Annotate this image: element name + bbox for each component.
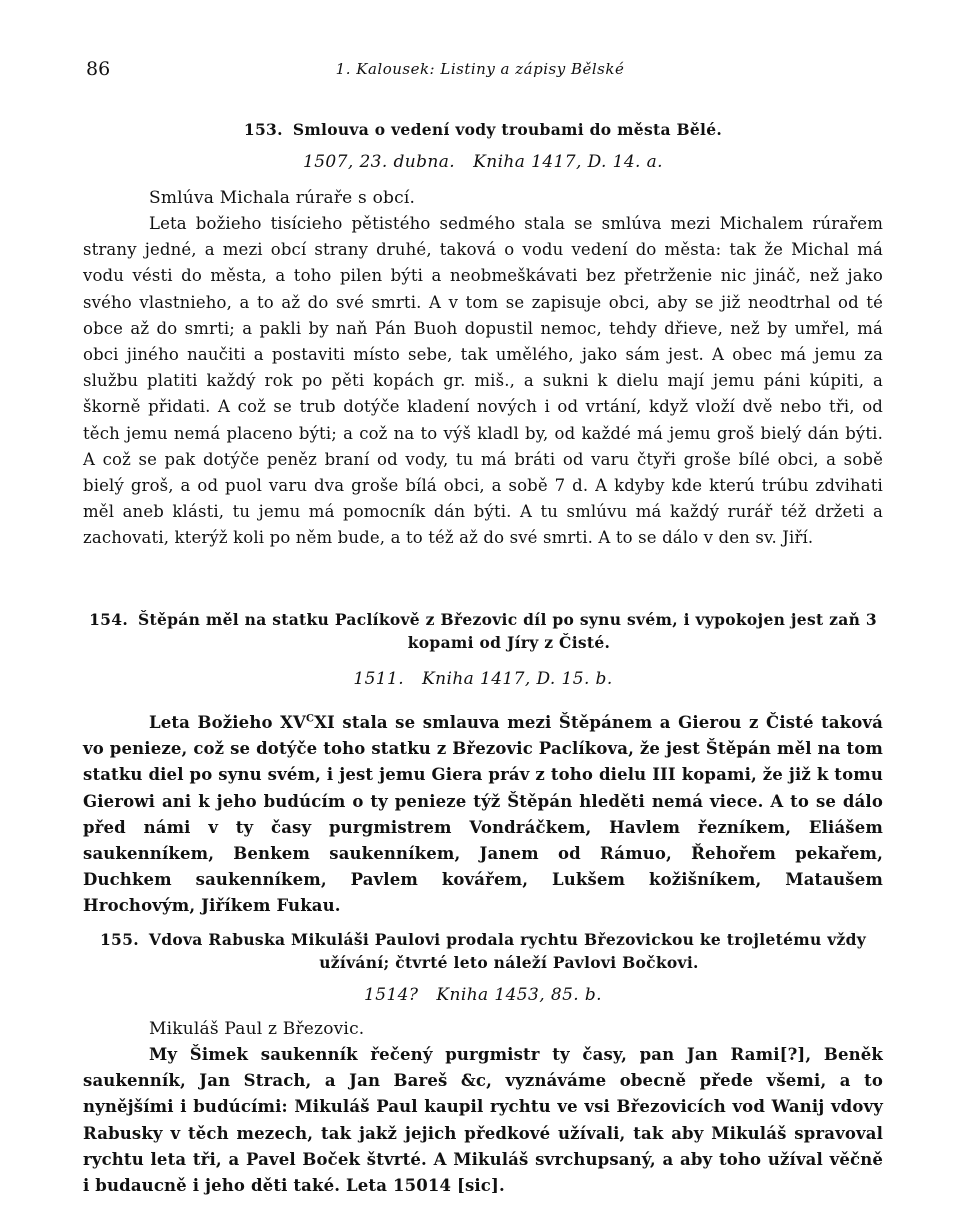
entry-154: [83, 608, 883, 920]
entry-number: 155.: [99, 930, 139, 949]
entry-date: 1514?: [364, 985, 419, 1005]
entry-date-line: [83, 982, 883, 1008]
running-head: 1. Kalousek: Listiny a zápisy Bělské: [335, 60, 625, 78]
entry-date: 1511.: [353, 669, 405, 689]
entry-opening: Mikuláš Paul z Březovic.: [149, 1019, 365, 1039]
entry-body: My Šimek saukenník řečený purgmistr ty časy, pan Jan Rami[?], Beněk saukenník, Jan Strach, a Jan Bareš &c, vyznáváme obecně přede všemi, a to nynějšími i budúcími: Mikuláš Paul kaupil rychtu ve vsi Březovicích vod Wanij vdovy Rabusky v těch mezech, tak jakž jejich předkové užívali, tak aby Mikuláš spravoval rychtu leta tři, a Pavel Boček štvrté. A Mikuláš svrchupsaný, a aby toho užíval věčně i budaucně i jeho děti také. Leta 15014 [sic].: [83, 1045, 883, 1196]
entry-date-line: [83, 666, 883, 692]
entry-title: [83, 928, 883, 974]
entry-body-start: Leta Božieho XV: [149, 713, 306, 732]
entry-title-text: Smlouva o vedení vody troubami do města Bělé.: [292, 120, 723, 139]
entry-source: Kniha 1417, D. 15. b.: [422, 669, 613, 689]
entry-number: 153.: [243, 120, 283, 139]
entry-153: [83, 118, 883, 552]
entry-opening: Smlúva Michala rúraře s obcí.: [149, 188, 416, 208]
entry-title-text: Vdova Rabuska Mikuláši Paulovi prodala rychtu Březovickou ke trojletému vždy užívání; čtvrté leto náleží Pavlovi Bočkovi.: [148, 930, 867, 972]
entry-date: 1507, 23. dubna.: [303, 152, 456, 172]
entry-number: 154.: [89, 610, 129, 629]
entry-title: [83, 118, 883, 141]
entry-body: Leta božieho tisícieho pětistého sedmého stala se smlúva mezi Michalem rúrařem strany jedné, a mezi obcí strany druhé, taková o vodu vedení do města: tak že Michal má vodu vésti do města, a toho pilen býti a neobmeškávati bez přetrženie nic jináč, než jako svého vlastnieho, a to až do své smrti. A v tom se zapisuje obci, aby se již neodtrhal od té obce až do smrti; a pakli by naň Pán Buoh dopustil nemoc, tehdy dřieve, než by umřel, má obci jiného naučiti a postaviti místo sebe, tak umělého, jako sám jest. A obec má jemu za službu platiti každý rok po pěti kopách gr. miš., a sukni k dielu mají jemu páni kúpiti, a škorně přidati. A což se trub dotýče kladení nových i od vrtání, když vloží dvě nebo tři, od těch jemu nemá placeno býti; a což na to výš kladl by, od každé má jemu groš bielý dán býti. A což se pak dotýče peněz braní od vody, tu má bráti od varu čtyři groše bílé obci, a sobě bielý groš, a od puol varu dva groše bílá obci, a sobě 7 d. A kdyby kde kterú trúbu zdvihati měl aneb klásti, tu jemu má pomocník dán býti. A tu smlúvu má každý rurář též držeti a zachovati, kterýž koli po něm bude, a to též až do své smrti. A to se dálo v den sv. Jiří.: [83, 214, 883, 548]
entry-source: Kniha 1417, D. 14. a.: [473, 152, 663, 172]
entry-title-text: Štěpán měl na statku Paclíkově z Březovic díl po synu svém, i vypokojen jest zaň 3 kopami od Jíry z Čisté.: [138, 610, 877, 652]
page-number: 86: [86, 58, 111, 80]
entry-source: Kniha 1453, 85. b.: [436, 985, 602, 1005]
entry-body-rest: XI stala se smlauva mezi Štěpánem a Gierou z Čisté taková vo penieze, což se dotýče toho statku z Březovic Paclíkova, že jest Štěpán měl na tom statku diel po synu svém, i jest jemu Giera práv z toho dielu III kopami, že již k tomu Gierowi ani k jeho budúcím o ty penieze týž Štěpán hleděti nemá viece. A to se dálo před námi v ty časy purgmistrem Vondráčkem, Havlem řezníkem, Eliášem saukenníkem, Benkem saukenníkem, Janem od Rámuo, Řehořem pekařem, Duchkem saukenníkem, Pavlem kovářem, Lukšem kožišníkem, Mataušem Hrochovým, Jiříkem Fukau.: [83, 713, 883, 916]
entry-155: [83, 928, 883, 1199]
page-header: [86, 58, 874, 88]
entry-date-line: [83, 149, 883, 175]
entry-title: [83, 608, 883, 654]
entry-body: [83, 710, 883, 920]
superscript: C: [306, 713, 315, 725]
